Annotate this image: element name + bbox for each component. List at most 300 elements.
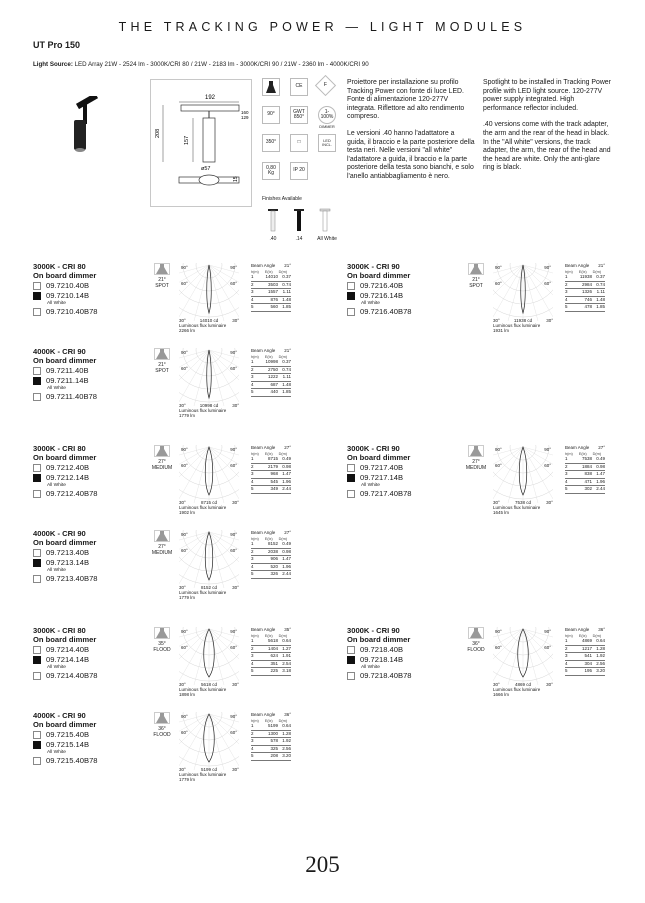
- beam-angle: 27°: [158, 544, 166, 550]
- table-row: [251, 456, 291, 464]
- lamp-icon: [468, 627, 484, 639]
- checkbox-all-white[interactable]: [33, 672, 41, 680]
- table-row: [251, 282, 291, 290]
- ce-icon: CE: [290, 78, 308, 96]
- table-cell: 1: [565, 274, 568, 279]
- angle-label: 90°: [230, 532, 237, 537]
- description-it-p2: Le versioni .40 hanno l'adattatore a guida, il braccio e la parte posteriore della testa neri. Nelle versioni "all white" l'adattatore a guida, il braccio e la parte posteriore della testa sono bianchi, e solo l'anello antiabbagliamento è nero.: [347, 129, 475, 180]
- table-cell: 0.49: [282, 541, 291, 546]
- table-row: [565, 274, 605, 282]
- checkbox-all-white[interactable]: [33, 393, 41, 401]
- candela-value: 5199 cd: [200, 767, 217, 772]
- table-cell: 3: [251, 374, 254, 379]
- variant-subtitle: On board dimmer: [347, 634, 411, 644]
- finishes-title: Finishes Available: [262, 196, 302, 202]
- angle-label: 60°: [230, 281, 237, 286]
- angle-label: 90°: [181, 350, 188, 355]
- table-cell: 5: [565, 304, 568, 309]
- table-cell: 478: [584, 304, 592, 309]
- beam-table-header: [251, 530, 291, 535]
- column-header: D(m): [278, 719, 288, 723]
- angle-label: 30°: [179, 682, 186, 687]
- table-cell: 5: [251, 304, 254, 309]
- angle-label: 90°: [181, 447, 188, 452]
- table-cell: 4: [565, 478, 568, 484]
- polar-diagram: [179, 712, 239, 770]
- beam-table: [565, 627, 605, 676]
- variant-block: [33, 445, 333, 531]
- angle-label: 30°: [232, 403, 239, 408]
- luminous-block: [493, 500, 563, 515]
- flux-label: Luminous flux luminaire: [179, 772, 227, 777]
- candela-value: 8715 cd: [200, 500, 217, 505]
- variant-subtitle: On board dimmer: [347, 270, 411, 280]
- beam-icon: [151, 445, 173, 471]
- checkbox-black-finish-14[interactable]: [33, 474, 41, 482]
- beam-icon: [465, 263, 487, 289]
- variant-title: 3000K - CRI 80: [33, 262, 86, 271]
- led-icon: □: [290, 134, 308, 152]
- table-cell: 560: [270, 304, 278, 309]
- angle-label: 60°: [181, 366, 188, 371]
- dim-h4: 157: [184, 135, 190, 145]
- checkbox-black-finish[interactable]: [33, 731, 41, 739]
- beam-table-header: [565, 263, 605, 268]
- table-row: [251, 382, 291, 390]
- beam-table: [251, 712, 291, 761]
- product-code: 09.7216.40B78: [360, 307, 412, 317]
- product-code: 09.7212.14B: [46, 472, 90, 482]
- angle-label: 60°: [230, 463, 237, 468]
- angle-label: 90°: [230, 447, 237, 452]
- beam-angle: 35°: [158, 641, 166, 647]
- luminous-block: [179, 500, 249, 515]
- table-row: [251, 274, 291, 282]
- description-en-p1: Spotlight to be installed in Tracking Power profile with LED light source. 120-277V power supply integrated. High performance reflector included.: [483, 79, 611, 112]
- table-cell: 5199: [267, 723, 278, 728]
- beam-header-angle: 21°: [598, 263, 605, 268]
- beam-icon: [151, 263, 173, 289]
- table-cell: 1: [251, 456, 254, 461]
- checkbox-black-finish[interactable]: [33, 367, 41, 375]
- table-cell: 2: [251, 548, 254, 554]
- table-cell: 3: [565, 471, 568, 476]
- product-code: 09.7211.14B: [46, 375, 89, 385]
- luminous-block: [179, 585, 249, 600]
- table-cell: 0.98: [282, 463, 291, 469]
- table-cell: 1.48: [596, 296, 605, 302]
- table-cell: 1222: [267, 374, 278, 379]
- checkbox-black-finish-14[interactable]: [33, 559, 41, 567]
- table-cell: 2750: [267, 366, 278, 372]
- beam-type: FLOOD: [153, 647, 171, 653]
- variant-block: [33, 348, 333, 434]
- beam-angle: 21°: [158, 362, 166, 368]
- checkbox-black-finish[interactable]: [33, 282, 41, 290]
- table-row: [251, 541, 291, 549]
- product-code: 09.7210.14B: [46, 290, 90, 300]
- angle-label: 90°: [544, 447, 551, 452]
- angle-label: 90°: [544, 629, 551, 634]
- checkbox-black-finish[interactable]: [347, 646, 355, 654]
- table-row: [565, 479, 605, 487]
- beam-icon: [151, 627, 173, 653]
- column-header: E(lx): [578, 452, 587, 456]
- table-cell: 3: [251, 653, 254, 658]
- table-cell: 3: [251, 738, 254, 743]
- table-cell: 2984: [581, 281, 592, 287]
- table-cell: 1.11: [282, 289, 291, 294]
- variant-block: [347, 263, 645, 349]
- beam-table: [251, 627, 291, 676]
- table-row: [251, 738, 291, 746]
- table-cell: 195: [584, 668, 592, 673]
- dim-h1: 160: [241, 110, 249, 115]
- table-cell: 1.96: [282, 478, 291, 484]
- beam-table-header: [565, 627, 605, 632]
- beam-header-label: Beam Angle: [251, 263, 276, 268]
- beam-table-header: [251, 348, 291, 353]
- table-row: [565, 464, 605, 472]
- beam-header-label: Beam Angle: [565, 445, 590, 450]
- table-row: [565, 289, 605, 297]
- table-cell: 5618: [267, 638, 278, 643]
- table-cell: 1326: [581, 289, 592, 294]
- beam-header-label: Beam Angle: [251, 712, 276, 717]
- luminous-block: [179, 682, 249, 697]
- table-cell: 3: [565, 653, 568, 658]
- table-row: [565, 304, 605, 312]
- table-row: [251, 374, 291, 382]
- column-header: E(lx): [264, 452, 273, 456]
- beam-type: MEDIUM: [151, 550, 173, 556]
- product-code: 09.7210.40B: [46, 280, 90, 290]
- rotation-90-icon: 90°: [262, 106, 280, 124]
- table-cell: 0.64: [596, 638, 605, 643]
- table-row: [565, 646, 605, 654]
- checkbox-all-white[interactable]: [33, 575, 41, 583]
- angle-label: 90°: [181, 714, 188, 719]
- flux-value: 1779 lm: [179, 595, 196, 600]
- product-code: 09.7214.40B: [46, 644, 90, 654]
- product-code: 09.7217.14B: [360, 472, 404, 482]
- flux-value: 1779 lm: [179, 413, 196, 418]
- beam-angle: 21°: [158, 277, 166, 283]
- table-cell: 351: [270, 660, 278, 666]
- light-source-line: [33, 61, 369, 68]
- column-header: h(m): [251, 452, 259, 456]
- table-cell: 2179: [267, 463, 278, 469]
- table-cell: 2038: [267, 548, 278, 554]
- candela-value: 5618 cd: [200, 682, 217, 687]
- table-cell: 1: [251, 638, 254, 643]
- angle-label: 60°: [181, 730, 188, 735]
- table-row: [565, 456, 605, 464]
- checkbox-black-finish-14[interactable]: [33, 377, 41, 385]
- product-code: 09.7214.40B78: [46, 671, 98, 681]
- table-cell: 1.47: [282, 471, 291, 476]
- led-incl-icon: LED INCL.: [318, 134, 336, 152]
- table-cell: 5: [251, 486, 254, 491]
- beam-angle: 36°: [472, 641, 480, 647]
- table-row: [565, 486, 605, 494]
- checkbox-black-finish-14[interactable]: [33, 292, 41, 300]
- beam-header-angle: 21°: [284, 263, 291, 268]
- angle-label: 30°: [232, 500, 239, 505]
- checkbox-all-white[interactable]: [33, 308, 41, 316]
- table-cell: 1.28: [282, 730, 291, 736]
- table-cell: 208: [270, 753, 278, 758]
- checkbox-black-finish-14[interactable]: [347, 656, 355, 664]
- table-row: [251, 486, 291, 494]
- table-row: [251, 389, 291, 397]
- angle-label: 60°: [495, 281, 502, 286]
- column-header: E(lx): [264, 719, 273, 723]
- product-code: 09.7212.40B: [46, 462, 90, 472]
- technical-drawing: [150, 79, 252, 207]
- table-cell: 3: [251, 556, 254, 561]
- table-cell: 545: [270, 478, 278, 484]
- column-header: h(m): [251, 634, 259, 638]
- angle-label: 30°: [493, 682, 500, 687]
- checkbox-black-finish-14[interactable]: [33, 741, 41, 749]
- checkbox-black-finish-14[interactable]: [33, 656, 41, 664]
- variant-block: [33, 627, 333, 713]
- angle-label: 60°: [181, 281, 188, 286]
- beam-header-label: Beam Angle: [251, 530, 276, 535]
- table-cell: 1884: [581, 463, 592, 469]
- product-code: 09.7213.40B: [46, 547, 90, 557]
- beam-table: [251, 445, 291, 494]
- checkbox-all-white[interactable]: [347, 490, 355, 498]
- table-row: [251, 571, 291, 579]
- all-white-label: All White: [47, 300, 66, 306]
- table-row: [565, 638, 605, 646]
- dim-h2: 129: [241, 115, 249, 120]
- checkbox-all-white[interactable]: [347, 672, 355, 680]
- description-en-p2: .40 versions come with the track adapter, the arm and the rear of the head in black. In the "All white" versions, the track adapter, the arm, the rear of the head and the head are white. Only the anti-glare ring is black.: [483, 121, 611, 172]
- beam-table-header: [251, 712, 291, 717]
- angle-label: 60°: [230, 730, 237, 735]
- table-row: [251, 731, 291, 739]
- table-cell: 0.37: [282, 359, 291, 364]
- table-cell: 1.47: [596, 471, 605, 476]
- column-header: D(m): [278, 634, 288, 638]
- checkbox-all-white[interactable]: [33, 490, 41, 498]
- column-header: E(lx): [264, 634, 273, 638]
- beam-type: MEDIUM: [465, 465, 487, 471]
- checkbox-black-finish[interactable]: [33, 646, 41, 654]
- column-header: D(m): [278, 452, 288, 456]
- page-number: 205: [305, 852, 340, 877]
- angle-label: 90°: [181, 629, 188, 634]
- variant-title: 3000K - CRI 90: [347, 626, 400, 635]
- flux-value: 1898 lm: [179, 692, 196, 697]
- flux-label: Luminous flux luminaire: [179, 505, 227, 510]
- all-white-label: All White: [47, 567, 66, 573]
- polar-diagram: [179, 530, 239, 588]
- table-cell: 7538: [581, 456, 592, 461]
- checkbox-all-white[interactable]: [347, 308, 355, 316]
- gwt-icon: GWT 850°: [290, 106, 308, 124]
- all-white-label: All White: [47, 482, 66, 488]
- table-cell: 0.98: [596, 463, 605, 469]
- ip20-icon: IP 20: [290, 162, 308, 180]
- beam-header-angle: 27°: [284, 530, 291, 535]
- flux-label: Luminous flux luminaire: [493, 687, 541, 692]
- table-cell: 2.56: [282, 745, 291, 751]
- table-cell: 2.44: [596, 486, 605, 491]
- table-cell: 1.92: [596, 653, 605, 658]
- column-header: h(m): [251, 537, 259, 541]
- product-code: 09.7217.40B78: [360, 489, 412, 499]
- table-cell: 1.47: [282, 556, 291, 561]
- checkbox-black-finish[interactable]: [33, 464, 41, 472]
- angle-label: 60°: [544, 645, 551, 650]
- rotation-350-icon: 350°: [262, 134, 280, 152]
- angle-label: 90°: [230, 629, 237, 634]
- table-cell: 0.74: [596, 281, 605, 287]
- variant-block: [347, 627, 645, 713]
- product-code: 09.7216.14B: [360, 290, 404, 300]
- table-cell: 2: [565, 463, 568, 469]
- checkbox-black-finish[interactable]: [347, 282, 355, 290]
- product-name: UT Pro 150: [33, 40, 81, 50]
- all-white-label: All White: [47, 749, 66, 755]
- polar-diagram: [493, 627, 553, 685]
- beam-icon: [151, 530, 173, 556]
- table-row: [565, 668, 605, 676]
- table-cell: 4: [251, 660, 254, 666]
- table-row: [251, 464, 291, 472]
- angle-label: 90°: [544, 265, 551, 270]
- checkbox-all-white[interactable]: [33, 757, 41, 765]
- table-row: [251, 289, 291, 297]
- all-white-label: All White: [361, 482, 380, 488]
- dimmer-icon: 1-100%: [318, 106, 336, 124]
- angle-label: 30°: [232, 682, 239, 687]
- angle-label: 60°: [230, 548, 237, 553]
- table-cell: 3.20: [596, 668, 605, 673]
- table-cell: 1404: [267, 645, 278, 651]
- angle-label: 90°: [495, 447, 502, 452]
- angle-label: 90°: [181, 265, 188, 270]
- candela-value: 14010 cd: [199, 318, 219, 323]
- beam-header-angle: 35°: [284, 627, 291, 632]
- table-cell: 5: [251, 753, 254, 758]
- beam-icon: [151, 348, 173, 374]
- beam-header-label: Beam Angle: [251, 348, 276, 353]
- spotlight-icon: [262, 78, 280, 96]
- beam-table-header: [251, 445, 291, 450]
- table-cell: 746: [584, 296, 592, 302]
- table-cell: 0.37: [282, 274, 291, 279]
- dim-diameter: ø57: [201, 166, 211, 172]
- luminous-block: [179, 767, 249, 782]
- table-cell: 3.20: [282, 753, 291, 758]
- candela-value: 11938 cd: [513, 318, 533, 323]
- table-cell: 838: [584, 471, 592, 476]
- light-source-label: Light Source:: [33, 61, 73, 68]
- product-code: 09.7212.40B78: [46, 489, 98, 499]
- angle-label: 90°: [495, 629, 502, 634]
- beam-table-header: [251, 627, 291, 632]
- angle-label: 60°: [544, 281, 551, 286]
- table-row: [251, 753, 291, 761]
- table-cell: 3503: [267, 281, 278, 287]
- beam-angle: 21°: [472, 277, 480, 283]
- dim-h3: 208: [155, 128, 161, 138]
- table-row: [565, 282, 605, 290]
- variant-title: 4000K - CRI 90: [33, 529, 86, 538]
- variant-title: 3000K - CRI 90: [347, 444, 400, 453]
- lamp-icon: [154, 627, 170, 639]
- finishes-row: [262, 206, 352, 246]
- table-row: [251, 723, 291, 731]
- column-header: E(lx): [578, 634, 587, 638]
- checkbox-black-finish-14[interactable]: [347, 292, 355, 300]
- checkbox-black-finish-14[interactable]: [347, 474, 355, 482]
- variant-subtitle: On board dimmer: [33, 452, 97, 462]
- polar-diagram: [179, 348, 239, 406]
- table-cell: 4: [251, 478, 254, 484]
- table-cell: 2: [251, 366, 254, 372]
- beam-type: FLOOD: [467, 647, 485, 653]
- dimmer-label: DIMMER: [319, 125, 335, 129]
- table-cell: 1.27: [282, 645, 291, 651]
- table-cell: 10998: [265, 359, 278, 364]
- table-cell: 541: [584, 653, 592, 658]
- table-cell: 2: [565, 281, 568, 287]
- column-header: D(m): [278, 355, 288, 359]
- column-header: E(lx): [578, 270, 587, 274]
- table-cell: 906: [270, 556, 278, 561]
- flux-value: 1666 lm: [493, 692, 510, 697]
- variant-block: [33, 530, 333, 616]
- lamp-icon: [468, 445, 484, 457]
- table-cell: 302: [584, 486, 592, 491]
- table-cell: 968: [270, 471, 278, 476]
- table-cell: 225: [270, 668, 278, 673]
- beam-header-angle: 36°: [284, 712, 291, 717]
- angle-label: 60°: [181, 463, 188, 468]
- checkbox-black-finish[interactable]: [33, 549, 41, 557]
- table-cell: 349: [270, 486, 278, 491]
- table-row: [251, 367, 291, 375]
- flux-value: 1931 lm: [493, 328, 510, 333]
- column-header: h(m): [251, 719, 259, 723]
- variant-title: 3000K - CRI 80: [33, 626, 86, 635]
- table-cell: 4: [251, 296, 254, 302]
- table-cell: 624: [270, 653, 278, 658]
- table-cell: 471: [584, 478, 592, 484]
- product-code: 09.7217.40B: [360, 462, 404, 472]
- product-code: 09.7215.40B78: [46, 756, 98, 766]
- angle-label: 30°: [546, 318, 553, 323]
- table-cell: 0.64: [282, 638, 291, 643]
- product-code: 09.7210.40B78: [46, 307, 98, 317]
- table-cell: 1.85: [596, 304, 605, 309]
- checkbox-black-finish[interactable]: [347, 464, 355, 472]
- description-it: [347, 79, 475, 182]
- polar-diagram: [493, 445, 553, 503]
- lamp-icon: [154, 263, 170, 275]
- table-cell: 2: [251, 645, 254, 651]
- table-cell: 5: [251, 668, 254, 673]
- table-cell: 0.74: [282, 366, 291, 372]
- variant-block: [347, 445, 645, 531]
- flux-label: Luminous flux luminaire: [179, 408, 227, 413]
